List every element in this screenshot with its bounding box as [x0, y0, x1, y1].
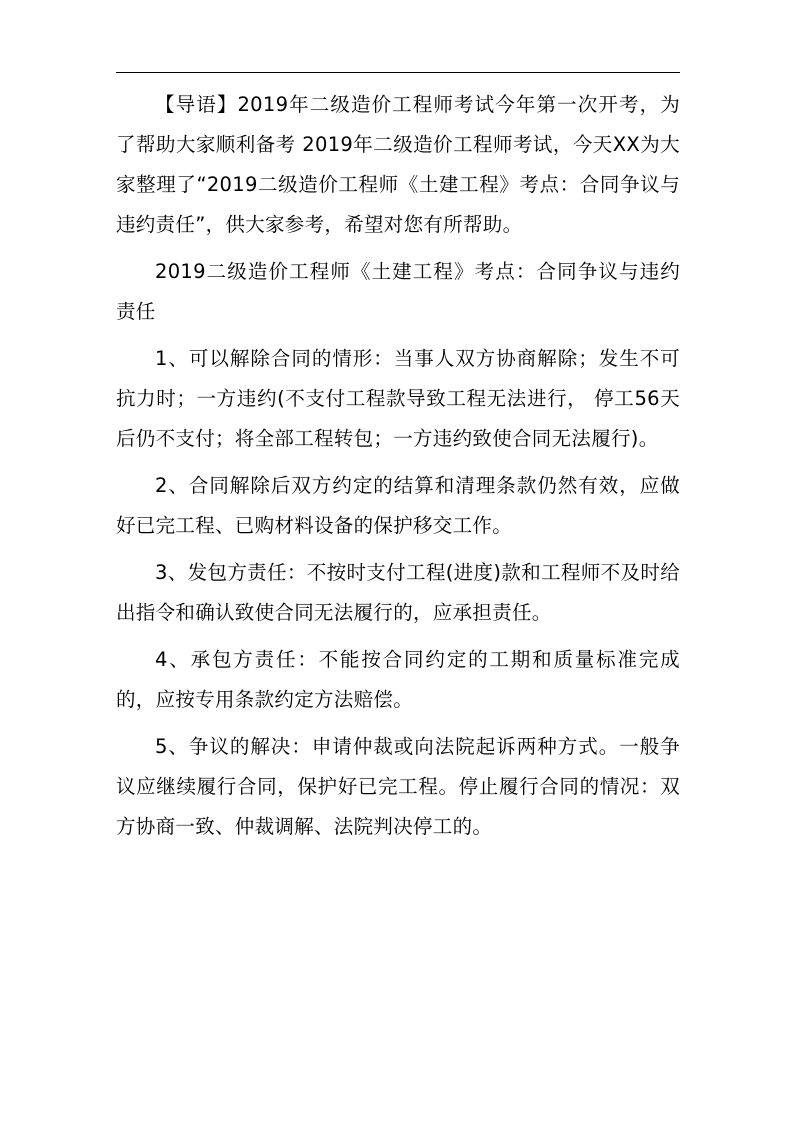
point-3-paragraph: 3、发包方责任：不按时支付工程(进度)款和工程师不及时给出指令和确认致使合同无法履行的，应承担责任。 — [116, 561, 680, 624]
point-1-paragraph: 1、可以解除合同的情形：当事人双方协商解除；发生不可抗力时；一方违约(不支付工程款导致工程无法进行， 停工56天后仍不支付；将全部工程转包；一方违约致使合同无法履行)。 — [116, 347, 680, 450]
header-rule — [116, 72, 680, 73]
point-4-paragraph: 4、承包方责任：不能按合同约定的工期和质量标准完成的，应按专用条款约定方法赔偿。 — [116, 648, 680, 711]
point-2-paragraph: 2、合同解除后双方约定的结算和清理条款仍然有效，应做好已完工程、已购材料设备的保护移交工作。 — [116, 474, 680, 537]
document-body — [116, 85, 680, 854]
point-5-paragraph: 5、争议的解决：申请仲裁或向法院起诉两种方式。一般争议应继续履行合同，保护好已完工程。停止履行合同的情况：双方协商一致、仲裁调解、法院判决停工的。 — [116, 735, 680, 838]
section-title-paragraph: 2019二级造价工程师《土建工程》考点：合同争议与违约责任 — [116, 260, 680, 323]
intro-paragraph: 【导语】2019年二级造价工程师考试今年第一次开考，为了帮助大家顺利备考 2019年二级造价工程师考试，今天XX为大家整理了“2019二级造价工程师《土建工程》考点：合同争议与违约责任”，供大家参考，希望对您有所帮助。 — [116, 93, 680, 236]
